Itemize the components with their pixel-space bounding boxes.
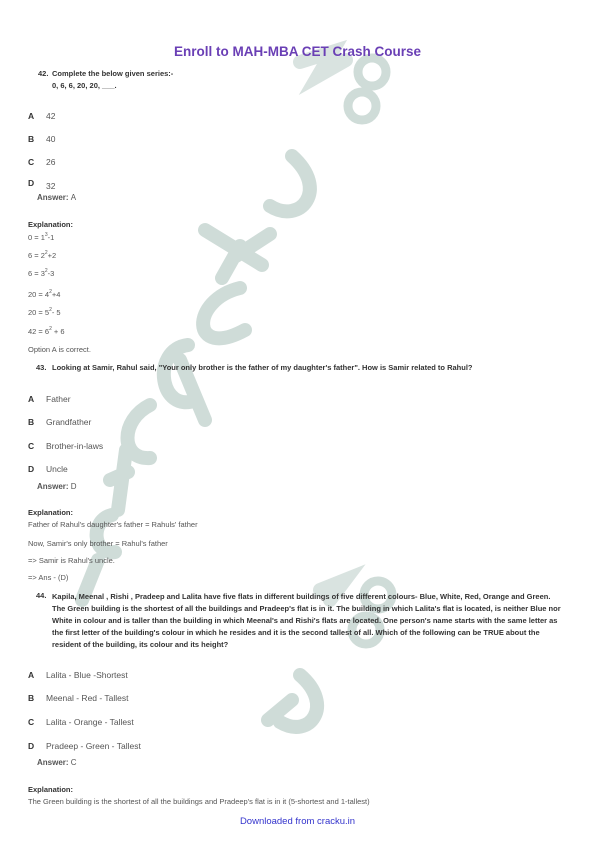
explanation-line: $20 = 5^2-$ 5 xyxy=(28,307,61,317)
answer-value: C xyxy=(70,758,77,767)
option-text[interactable]: 42 xyxy=(46,111,56,121)
answer-label: Answer: xyxy=(37,758,69,767)
option-letter: A xyxy=(28,111,35,121)
option-letter: B xyxy=(28,134,35,144)
question-number: 42. xyxy=(38,69,49,78)
answer-line xyxy=(37,193,76,202)
option-text[interactable]: Lalita - Blue -Shortest xyxy=(46,670,128,680)
question-text: Kapila, Meenal , Rishi , Pradeep and Lalita have five flats in different buildings of five different colours- Blue, White, Red, Orange and Green. The Green building is the shortest of all the buildings and Pradeep's flat is in it. The building in which Lalita's flat is located, is neither Blue nor White in colour and is taller than the building in which Meenal's and Rishi's flats are located. One person's name starts with the same letter as the first letter of the building's colour in which he resides and it is the second tallest of all. Which of the following can be TRUE about the resident of the building, its colour and its height? xyxy=(52,592,561,649)
option-text[interactable]: Brother-in-laws xyxy=(46,441,104,451)
answer-line xyxy=(37,482,77,491)
option-letter: A xyxy=(28,670,35,680)
explanation-line: The Green building is the shortest of all the buildings and Pradeep's flat is in it (5-shortest and 1-tallest) xyxy=(28,797,370,806)
explanation-line: $42 = 6^2 + 6$ xyxy=(28,326,65,336)
explanation-line: $6 = 3^2-3$ xyxy=(28,268,55,278)
question-series: 0, 6, 6, 20, 20, ___. xyxy=(52,81,117,90)
explanation-conclusion: Option A is correct. xyxy=(28,345,91,354)
explanation-line: $0 = 1^3-1$ xyxy=(28,232,55,242)
answer-line xyxy=(37,758,77,767)
option-text[interactable]: Grandfather xyxy=(46,417,92,427)
question-number: 43. xyxy=(36,363,47,372)
option-text[interactable]: 40 xyxy=(46,134,56,144)
explanation-line: => Ans - (D) xyxy=(28,573,69,582)
option-text[interactable]: Pradeep - Green - Tallest xyxy=(46,741,141,751)
explanation-line: Father of Rahul's daughter's father = Rahuls' father xyxy=(28,520,198,529)
option-text[interactable]: 32 xyxy=(46,181,56,191)
option-letter: C xyxy=(28,441,35,451)
answer-value: A xyxy=(70,193,77,202)
option-letter: A xyxy=(28,394,35,404)
page-header-title[interactable]: Enroll to MAH-MBA CET Crash Course xyxy=(173,44,421,59)
option-text[interactable]: Uncle xyxy=(46,464,68,474)
option-text[interactable]: Father xyxy=(46,394,71,404)
explanation-line: => Samir is Rahul's uncle. xyxy=(28,556,115,565)
option-letter: D xyxy=(28,464,35,474)
answer-label: Answer: xyxy=(37,482,69,491)
explanation-line: $6 = 2^2+2$ xyxy=(28,250,57,260)
option-text[interactable]: Meenal - Red - Tallest xyxy=(46,693,129,703)
footer-download-link[interactable]: Downloaded from cracku.in xyxy=(239,816,356,827)
option-letter: C xyxy=(28,717,35,727)
explanation-line: Now, Samir's only brother = Rahul's father xyxy=(28,539,168,548)
option-text[interactable]: 26 xyxy=(46,157,56,167)
answer-value: D xyxy=(70,482,77,491)
option-letter: B xyxy=(28,693,35,703)
option-letter: C xyxy=(28,157,35,167)
question-number: 44. xyxy=(36,591,47,600)
answer-label: Answer: xyxy=(37,193,69,202)
option-text[interactable]: Lalita - Orange - Tallest xyxy=(46,717,134,727)
question-text: Complete the below given series:- xyxy=(52,69,174,78)
option-letter: D xyxy=(28,741,35,751)
explanation-heading: Explanation: xyxy=(28,785,74,794)
explanation-heading: Explanation: xyxy=(28,220,74,229)
question-text: Looking at Samir, Rahul said, "Your only brother is the father of my daughter's father". How is Samir related to Rahul? xyxy=(52,363,473,372)
explanation-heading: Explanation: xyxy=(28,508,74,517)
explanation-line: $20 = 4^2+4$ xyxy=(28,289,61,299)
option-letter: D xyxy=(28,178,35,188)
option-letter: B xyxy=(28,417,35,427)
